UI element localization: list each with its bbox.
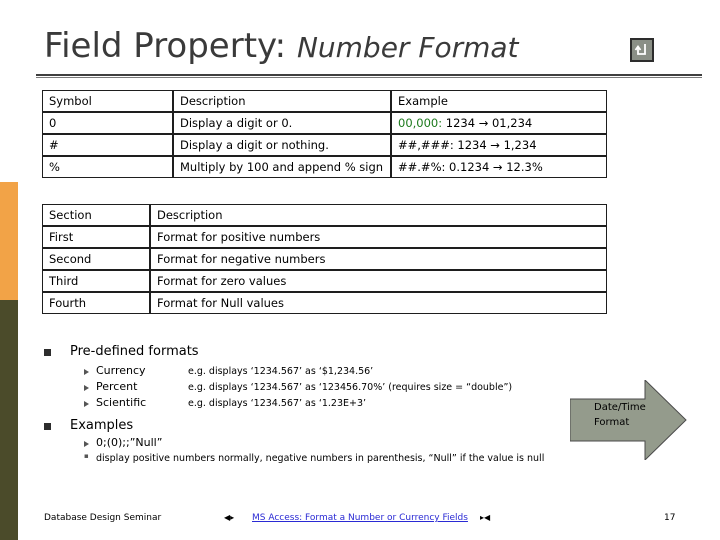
title-rule: [36, 74, 702, 76]
table-row: [42, 112, 607, 134]
slide-title: [44, 26, 519, 66]
format-desc: e.g. displays ‘1234.567’ as ‘1.23E+3’: [188, 398, 367, 409]
description-cell: Display a digit or nothing.: [173, 134, 391, 156]
return-button[interactable]: [630, 38, 654, 62]
return-icon: [634, 42, 650, 58]
table-row: [42, 248, 607, 270]
predefined-heading: Pre-defined formats: [70, 344, 199, 359]
example-code: ##.#%:: [398, 160, 446, 174]
section-cell: Fourth: [42, 292, 150, 314]
format-name: Percent: [96, 380, 138, 393]
arrow-bullet-icon: [84, 369, 89, 375]
symbol-cell: 0: [42, 112, 173, 134]
header-section: Section: [42, 204, 150, 226]
bullet-square-icon: [44, 423, 51, 430]
left-accent-bar: [0, 0, 18, 540]
example-cell: [391, 134, 607, 156]
section-table: [42, 204, 607, 314]
format-name: Currency: [96, 364, 146, 377]
symbol-cell: #: [42, 134, 173, 156]
example-cell: [391, 156, 607, 178]
example-code: 00,000:: [398, 116, 443, 130]
header-description: Description: [150, 204, 607, 226]
arrow-label-line2: Format: [594, 417, 630, 428]
example-result: 1234 → 1,234: [453, 138, 537, 152]
section-cell: First: [42, 226, 150, 248]
format-desc: e.g. displays ‘1234.567’ as ‘$1,234.56’: [188, 366, 374, 377]
symbol-cell: %: [42, 156, 173, 178]
symbol-table: [42, 90, 607, 178]
description-cell: Format for zero values: [150, 270, 607, 292]
example-result: 1234 → 01,234: [442, 116, 533, 130]
accent-orange: [0, 182, 18, 300]
description-cell: Format for negative numbers: [150, 248, 607, 270]
prev-link-icon[interactable]: ◀▸: [224, 513, 235, 522]
example-format: 0;(0);;”Null”: [96, 436, 163, 449]
bullet-square-icon: [44, 349, 51, 356]
header-example: Example: [391, 90, 607, 112]
section-cell: Second: [42, 248, 150, 270]
example-code: ##,###:: [398, 138, 454, 152]
table-row: [42, 134, 607, 156]
header-description: Description: [173, 90, 391, 112]
accent-dark: [0, 300, 18, 540]
format-desc: e.g. displays ‘1234.567’ as ‘123456.70%’ (requires size = “double”): [188, 382, 513, 393]
title-rule-thin: [36, 77, 702, 78]
arrow-bullet-icon: [84, 441, 89, 447]
table-row: [42, 226, 607, 248]
table-row: [42, 270, 607, 292]
table-header-row: [42, 90, 607, 112]
description-cell: Display a digit or 0.: [173, 112, 391, 134]
arrow-bullet-icon: [84, 385, 89, 391]
example-note: display positive numbers normally, negative numbers in parenthesis, “Null” if the value is null: [96, 453, 545, 464]
page-number: 17: [664, 513, 676, 523]
example-cell: [391, 112, 607, 134]
example-result: 0.1234 → 12.3%: [445, 160, 543, 174]
accent-white: [0, 0, 18, 182]
header-symbol: Symbol: [42, 90, 173, 112]
table-row: [42, 156, 607, 178]
table-row: [42, 292, 607, 314]
title-main: Field Property:: [44, 26, 297, 66]
description-cell: Multiply by 100 and append % sign: [173, 156, 391, 178]
arrow-label-line1: Date/Time: [594, 402, 646, 413]
footer-left: Database Design Seminar: [44, 513, 162, 523]
reference-link[interactable]: MS Access: Format a Number or Currency Fields: [252, 513, 468, 523]
arrow-bullet-icon: [84, 401, 89, 407]
small-bullet-icon: ▪: [84, 452, 89, 460]
format-name: Scientific: [96, 396, 147, 409]
description-cell: Format for positive numbers: [150, 226, 607, 248]
next-topic-arrow[interactable]: [570, 380, 688, 464]
table-header-row: [42, 204, 607, 226]
title-italic: Number Format: [296, 31, 519, 64]
examples-heading: Examples: [70, 418, 134, 433]
section-cell: Third: [42, 270, 150, 292]
next-link-icon[interactable]: ▸◀: [480, 513, 491, 522]
description-cell: Format for Null values: [150, 292, 607, 314]
